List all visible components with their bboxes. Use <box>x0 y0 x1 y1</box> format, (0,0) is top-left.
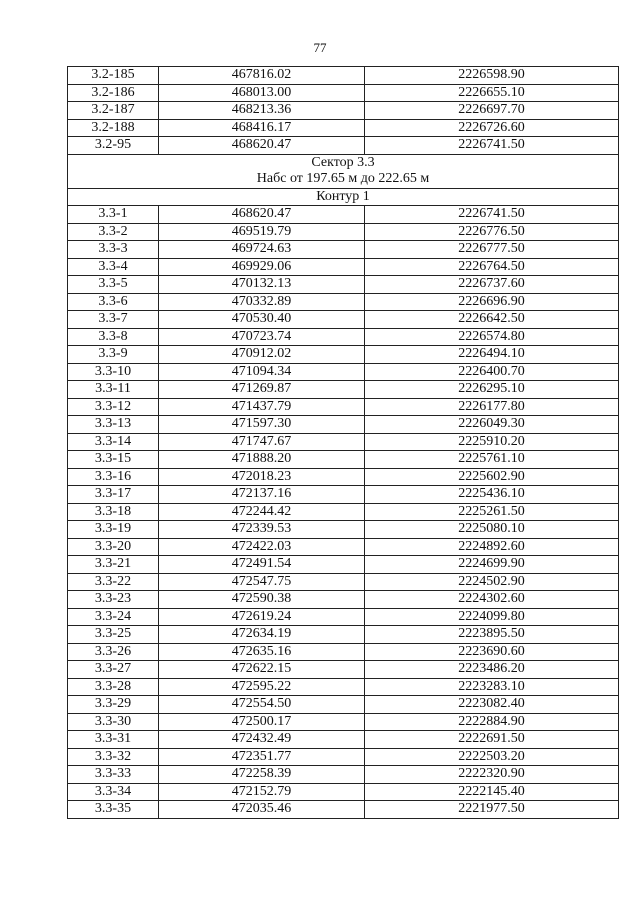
table-row <box>68 556 619 574</box>
x-coordinate-cell: 471747.67 <box>159 433 365 451</box>
point-id-cell: 3.3-8 <box>68 328 159 346</box>
point-id-cell: 3.3-31 <box>68 731 159 749</box>
point-id-cell: 3.3-22 <box>68 573 159 591</box>
y-coordinate-cell: 2226049.30 <box>365 416 619 434</box>
y-coordinate-cell: 2225261.50 <box>365 503 619 521</box>
y-coordinate-cell: 2223895.50 <box>365 626 619 644</box>
y-coordinate-cell: 2226697.70 <box>365 102 619 120</box>
table-row <box>68 363 619 381</box>
point-id-cell: 3.3-6 <box>68 293 159 311</box>
point-id-cell: 3.3-4 <box>68 258 159 276</box>
point-id-cell: 3.3-35 <box>68 801 159 819</box>
y-coordinate-cell: 2226177.80 <box>365 398 619 416</box>
table-row <box>68 591 619 609</box>
point-id-cell: 3.2-95 <box>68 137 159 155</box>
x-coordinate-cell: 472491.54 <box>159 556 365 574</box>
point-id-cell: 3.2-187 <box>68 102 159 120</box>
table-row <box>68 608 619 626</box>
x-coordinate-cell: 472622.15 <box>159 661 365 679</box>
y-coordinate-cell: 2222503.20 <box>365 748 619 766</box>
x-coordinate-cell: 472432.49 <box>159 731 365 749</box>
coordinates-table <box>67 66 619 819</box>
x-coordinate-cell: 472590.38 <box>159 591 365 609</box>
x-coordinate-cell: 472351.77 <box>159 748 365 766</box>
y-coordinate-cell: 2222691.50 <box>365 731 619 749</box>
point-id-cell: 3.3-29 <box>68 696 159 714</box>
y-coordinate-cell: 2223486.20 <box>365 661 619 679</box>
y-coordinate-cell: 2226737.60 <box>365 276 619 294</box>
point-id-cell: 3.3-26 <box>68 643 159 661</box>
section-header-cell <box>68 154 619 188</box>
section-header-group <box>68 154 619 206</box>
point-id-cell: 3.3-34 <box>68 783 159 801</box>
y-coordinate-cell: 2226726.60 <box>365 119 619 137</box>
x-coordinate-cell: 472500.17 <box>159 713 365 731</box>
table-row <box>68 451 619 469</box>
y-coordinate-cell: 2224699.90 <box>365 556 619 574</box>
point-id-cell: 3.2-188 <box>68 119 159 137</box>
table-row <box>68 713 619 731</box>
table-row <box>68 731 619 749</box>
table-row <box>68 276 619 294</box>
x-coordinate-cell: 472547.75 <box>159 573 365 591</box>
x-coordinate-cell: 471094.34 <box>159 363 365 381</box>
table-row <box>68 416 619 434</box>
x-coordinate-cell: 468620.47 <box>159 206 365 224</box>
point-id-cell: 3.3-16 <box>68 468 159 486</box>
point-id-cell: 3.3-1 <box>68 206 159 224</box>
point-id-cell: 3.3-19 <box>68 521 159 539</box>
y-coordinate-cell: 2226295.10 <box>365 381 619 399</box>
point-id-cell: 3.3-33 <box>68 766 159 784</box>
x-coordinate-cell: 469519.79 <box>159 223 365 241</box>
table-row <box>68 206 619 224</box>
y-coordinate-cell: 2223283.10 <box>365 678 619 696</box>
point-id-cell: 3.3-28 <box>68 678 159 696</box>
x-coordinate-cell: 472634.19 <box>159 626 365 644</box>
point-id-cell: 3.3-13 <box>68 416 159 434</box>
y-coordinate-cell: 2226741.50 <box>365 137 619 155</box>
y-coordinate-cell: 2226655.10 <box>365 84 619 102</box>
contour-title: Контур 1 <box>68 188 619 206</box>
x-coordinate-cell: 472554.50 <box>159 696 365 714</box>
y-coordinate-cell: 2226741.50 <box>365 206 619 224</box>
x-coordinate-cell: 472137.16 <box>159 486 365 504</box>
x-coordinate-cell: 472619.24 <box>159 608 365 626</box>
y-coordinate-cell: 2226494.10 <box>365 346 619 364</box>
y-coordinate-cell: 2222320.90 <box>365 766 619 784</box>
table-row <box>68 311 619 329</box>
table-row <box>68 573 619 591</box>
point-id-cell: 3.3-25 <box>68 626 159 644</box>
y-coordinate-cell: 2222884.90 <box>365 713 619 731</box>
table-row <box>68 643 619 661</box>
y-coordinate-cell: 2225080.10 <box>365 521 619 539</box>
section-range: Набс от 197.65 м до 222.65 м <box>256 171 430 186</box>
point-id-cell: 3.3-17 <box>68 486 159 504</box>
table-row <box>68 766 619 784</box>
point-id-cell: 3.2-186 <box>68 84 159 102</box>
point-id-cell: 3.3-7 <box>68 311 159 329</box>
table-row <box>68 137 619 155</box>
x-coordinate-cell: 470912.02 <box>159 346 365 364</box>
table-row <box>68 468 619 486</box>
table-row <box>68 241 619 259</box>
table-row <box>68 678 619 696</box>
y-coordinate-cell: 2226574.80 <box>365 328 619 346</box>
point-id-cell: 3.3-32 <box>68 748 159 766</box>
y-coordinate-cell: 2226696.90 <box>365 293 619 311</box>
point-id-cell: 3.3-3 <box>68 241 159 259</box>
point-id-cell: 3.2-185 <box>68 67 159 85</box>
table-row <box>68 102 619 120</box>
x-coordinate-cell: 467816.02 <box>159 67 365 85</box>
x-coordinate-cell: 468416.17 <box>159 119 365 137</box>
point-id-cell: 3.3-11 <box>68 381 159 399</box>
x-coordinate-cell: 471269.87 <box>159 381 365 399</box>
y-coordinate-cell: 2226764.50 <box>365 258 619 276</box>
x-coordinate-cell: 470723.74 <box>159 328 365 346</box>
table-row <box>68 223 619 241</box>
rows-before-group <box>68 67 619 155</box>
x-coordinate-cell: 472635.16 <box>159 643 365 661</box>
page-number: 77 <box>313 40 327 55</box>
table-row <box>68 696 619 714</box>
table-row <box>68 119 619 137</box>
x-coordinate-cell: 468013.00 <box>159 84 365 102</box>
x-coordinate-cell: 469929.06 <box>159 258 365 276</box>
x-coordinate-cell: 468213.36 <box>159 102 365 120</box>
table-row <box>68 258 619 276</box>
point-id-cell: 3.3-10 <box>68 363 159 381</box>
y-coordinate-cell: 2226777.50 <box>365 241 619 259</box>
x-coordinate-cell: 472244.42 <box>159 503 365 521</box>
y-coordinate-cell: 2223082.40 <box>365 696 619 714</box>
table-row <box>68 503 619 521</box>
point-id-cell: 3.3-18 <box>68 503 159 521</box>
contour-header-row <box>68 188 619 206</box>
point-id-cell: 3.3-14 <box>68 433 159 451</box>
table-row <box>68 661 619 679</box>
x-coordinate-cell: 470332.89 <box>159 293 365 311</box>
x-coordinate-cell: 472152.79 <box>159 783 365 801</box>
table-row <box>68 84 619 102</box>
point-id-cell: 3.3-20 <box>68 538 159 556</box>
table-row <box>68 398 619 416</box>
table-row <box>68 626 619 644</box>
table-row <box>68 521 619 539</box>
table-row <box>68 67 619 85</box>
x-coordinate-cell: 472258.39 <box>159 766 365 784</box>
y-coordinate-cell: 2224302.60 <box>365 591 619 609</box>
x-coordinate-cell: 472018.23 <box>159 468 365 486</box>
y-coordinate-cell: 2225910.20 <box>365 433 619 451</box>
y-coordinate-cell: 2226400.70 <box>365 363 619 381</box>
x-coordinate-cell: 471888.20 <box>159 451 365 469</box>
table-row <box>68 381 619 399</box>
y-coordinate-cell: 2224099.80 <box>365 608 619 626</box>
x-coordinate-cell: 471437.79 <box>159 398 365 416</box>
table-row <box>68 346 619 364</box>
y-coordinate-cell: 2226598.90 <box>365 67 619 85</box>
y-coordinate-cell: 2223690.60 <box>365 643 619 661</box>
y-coordinate-cell: 2225761.10 <box>365 451 619 469</box>
x-coordinate-cell: 468620.47 <box>159 137 365 155</box>
table-row <box>68 293 619 311</box>
x-coordinate-cell: 470132.13 <box>159 276 365 294</box>
x-coordinate-cell: 471597.30 <box>159 416 365 434</box>
table-row <box>68 486 619 504</box>
y-coordinate-cell: 2222145.40 <box>365 783 619 801</box>
section-header-row <box>68 154 619 188</box>
table-row <box>68 783 619 801</box>
table-row <box>68 538 619 556</box>
x-coordinate-cell: 472035.46 <box>159 801 365 819</box>
y-coordinate-cell: 2224502.90 <box>365 573 619 591</box>
y-coordinate-cell: 2225436.10 <box>365 486 619 504</box>
point-id-cell: 3.3-21 <box>68 556 159 574</box>
table-row <box>68 801 619 819</box>
y-coordinate-cell: 2224892.60 <box>365 538 619 556</box>
y-coordinate-cell: 2226776.50 <box>365 223 619 241</box>
table-row <box>68 328 619 346</box>
point-id-cell: 3.3-23 <box>68 591 159 609</box>
x-coordinate-cell: 469724.63 <box>159 241 365 259</box>
x-coordinate-cell: 472595.22 <box>159 678 365 696</box>
y-coordinate-cell: 2221977.50 <box>365 801 619 819</box>
x-coordinate-cell: 472339.53 <box>159 521 365 539</box>
section-title: Сектор 3.3 <box>311 154 375 170</box>
point-id-cell: 3.3-12 <box>68 398 159 416</box>
x-coordinate-cell: 470530.40 <box>159 311 365 329</box>
table-row <box>68 748 619 766</box>
x-coordinate-cell: 472422.03 <box>159 538 365 556</box>
point-id-cell: 3.3-27 <box>68 661 159 679</box>
point-id-cell: 3.3-15 <box>68 451 159 469</box>
point-id-cell: 3.3-9 <box>68 346 159 364</box>
y-coordinate-cell: 2226642.50 <box>365 311 619 329</box>
y-coordinate-cell: 2225602.90 <box>365 468 619 486</box>
rows-after-group <box>68 206 619 819</box>
table-row <box>68 433 619 451</box>
point-id-cell: 3.3-24 <box>68 608 159 626</box>
point-id-cell: 3.3-30 <box>68 713 159 731</box>
point-id-cell: 3.3-2 <box>68 223 159 241</box>
point-id-cell: 3.3-5 <box>68 276 159 294</box>
